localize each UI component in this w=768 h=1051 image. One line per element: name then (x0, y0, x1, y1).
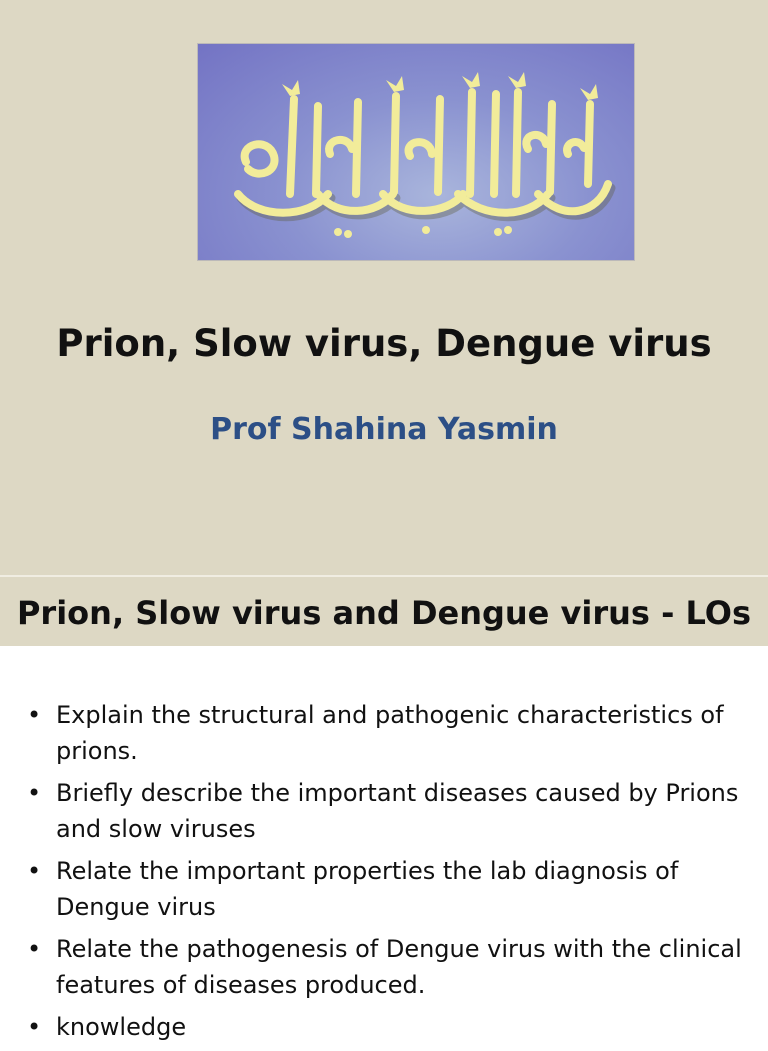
bismillah-banner (198, 44, 634, 260)
bullet-icon: • (27, 1013, 42, 1041)
bismillah-calligraphy-icon (198, 44, 634, 260)
list-item (0, 775, 768, 847)
bullet-icon: • (27, 701, 42, 729)
list-item-text: Briefly describe the important diseases caused by Prions and slow viruses (56, 779, 739, 843)
list-item-text: Relate the pathogenesis of Dengue virus with the clinical features of diseases produced. (56, 935, 742, 999)
objectives-title: Prion, Slow virus and Dengue virus - LOs (16, 594, 752, 632)
bullet-icon: • (27, 857, 42, 885)
objectives-list (0, 697, 768, 1051)
list-item-text: knowledge (56, 1013, 187, 1041)
author-name: Prof Shahina Yasmin (210, 412, 558, 447)
list-item-text: Explain the structural and pathogenic characteristics of prions. (56, 701, 724, 765)
list-item (0, 697, 768, 769)
list-item (0, 1009, 768, 1045)
list-item-text: Relate the important properties the lab diagnosis of Dengue virus (56, 857, 679, 921)
bullet-icon: • (27, 935, 42, 963)
list-item (0, 931, 768, 1003)
slide-title: Prion, Slow virus, Dengue virus (56, 322, 712, 365)
bullet-icon: • (27, 779, 42, 807)
list-item (0, 853, 768, 925)
